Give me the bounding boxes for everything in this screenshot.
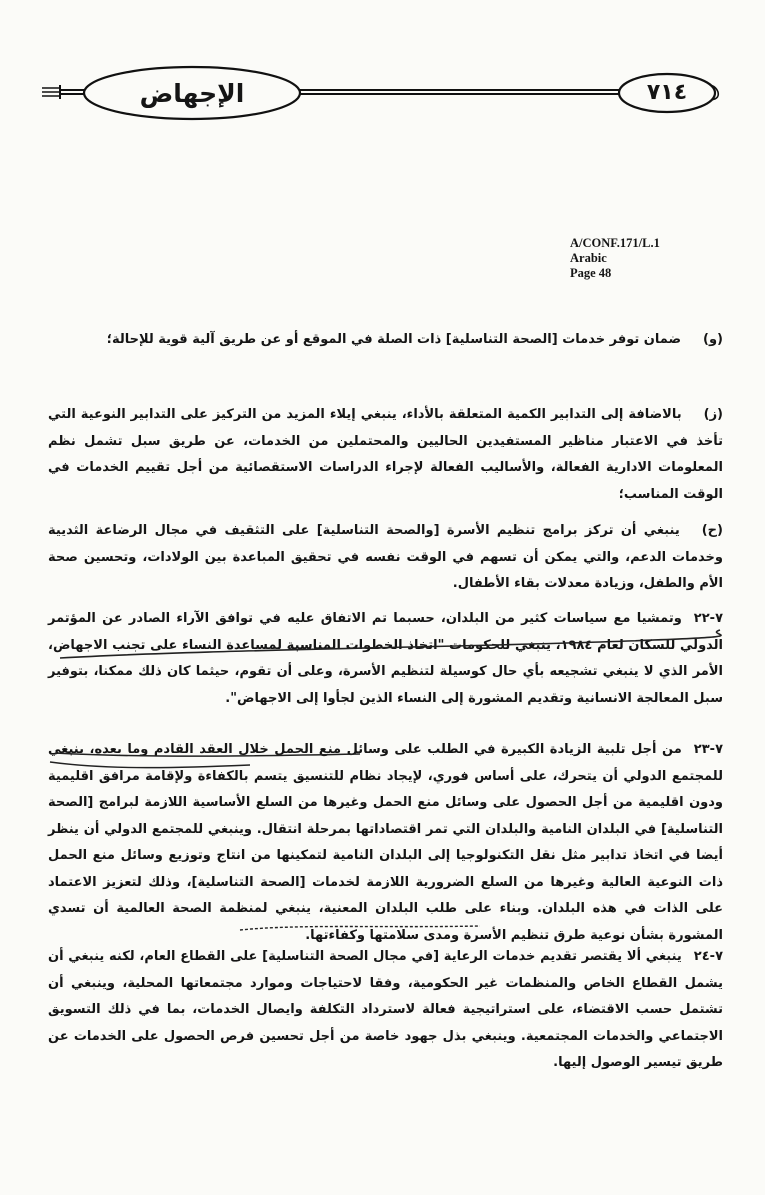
page-header [0,0,765,140]
paragraph-7-22 [48,606,723,712]
paragraph-h [48,518,723,598]
page-number: ٧١٤ [646,80,688,105]
document-symbol-block [570,236,720,281]
paragraph-text: وتمشيا مع سياسات كثير من البلدان، حسبما تم الاتفاق عليه في توافق الآراء الصادر عن المؤتمر الدولي للسكان لعام ١٩٨٤، ينبغي للحكومات "اتخاذ الخطوات المناسبة لمساعدة النساء على تجنب الاجهاض، الأمر الذي لا ينبغي تشجيعه بأي حال كوسيلة لتنظيم الأسرة، وعلى أن تقوم، حيثما كان ذلك ممكنا، بتوفير سبل المعالجة الانسانية وتقديم المشورة إلى النساء الذين لجأوا إلى الاجهاض". [48,611,723,706]
paragraph-label: ٧-٢٤ [693,949,723,964]
header-ornament [0,0,765,140]
paragraph-text: ينبغي ألا يقتصر تقديم خدمات الرعاية [في مجال الصحة التناسلية] على القطاع العام، لكنه ينبغي أن يشمل القطاع الخاص والمنظمات غير الحكومية، وفقا لاحتياجات وموارد مجتمعاتها المحلية، وينبغي أن تشتمل حسب الاقتضاء، على استراتيجية فعالة لاسترداد التكلفة وايصال الخدمات، بما في ذلك التسويق الاجتماعي والخدمات المجتمعية. وينبغي بذل جهود خاصة من أجل تحسين فرص الحصول على الخدمات عن طريق تيسير الوصول إليها. [48,949,723,1070]
paragraph-7-24 [48,944,723,1077]
paragraph-7-23 [48,737,723,949]
paragraph-f [48,327,723,354]
chapter-title: الإجهاض [139,79,245,108]
paragraph-text: بالاضافة إلى التدابير الكمية المتعلقة بالأداء، ينبغي إيلاء المزيد من التركيز على التدابير النوعية التي تأخذ في الاعتبار مناظير المستفيدين الحاليين والمحتملين من الخدمات، عن طريق سبل تشمل نظم المعلومات الادارية الفعالة، والأساليب الفعالة لإجراء الدراسات الاستقصائية من أجل تقييم الخدمات في الوقت المناسب؛ [48,407,723,502]
paragraph-label: ٧-٢٣ [693,742,723,757]
paragraph-g [48,402,723,508]
paragraph-label: (و) [703,332,723,347]
document-page: Page 48 [570,266,612,280]
paragraph-label: (ز) [703,407,723,422]
paragraph-label: (ح) [701,523,723,538]
paragraph-label: ٧-٢٢ [693,611,723,626]
document-code: A/CONF.171/L.1 [570,236,660,250]
paragraph-text: من أجل تلبية الزيادة الكبيرة في الطلب على وسائل منع الحمل خلال العقد القادم وما بعده، ينبغي للمجتمع الدولي أن يتحرك، على أساس فوري، لإيجاد نظام للتنسيق يتسم بالكفاءة ولإقامة مرافق اقليمية ودون اقليمية من أجل الحصول على وسائل منع الحمل وغيرها من السلع الأساسية اللازمة لبرامج [الصحة التناسلية] في البلدان النامية والبلدان التي تمر اقتصاداتها بمرحلة انتقال. وينبغي للمجتمع الدولي أن ينظر أيضا في اتخاذ تدابير مثل نقل التكنولوجيا إلى البلدان النامية لتمكينها من انتاج وتوزيع وسائل منع الحمل ذات النوعية العالية وغيرها من السلع الضرورية اللازمة لخدمات [الصحة التناسلية]، وذلك لتعزيز الاعتماد على الذات في هذه البلدان. وبناء على طلب البلدان المعنية، ينبغي لمنظمة الصحة العالمية أن تسدي المشورة بشأن نوعية طرق تنظيم الأسرة ومدى سلامتها وكفاءتها. [48,742,723,943]
paragraph-text: ضمان توفر خدمات [الصحة التناسلية] ذات الصلة في الموقع أو عن طريق آلية قوية للإحالة؛ [106,332,682,347]
document-language: Arabic [570,251,607,265]
paragraph-text: ينبغي أن تركز برامج تنظيم الأسرة [والصحة التناسلية] على التثقيف في مجال الرضاعة الثديية وخدمات الدعم، والتي يمكن أن تسهم في الوقت نفسه في تحقيق المباعدة بين الولادات، وتحسين صحة الأم والطفل، وزيادة معدلات بقاء الأطفال. [48,523,723,591]
